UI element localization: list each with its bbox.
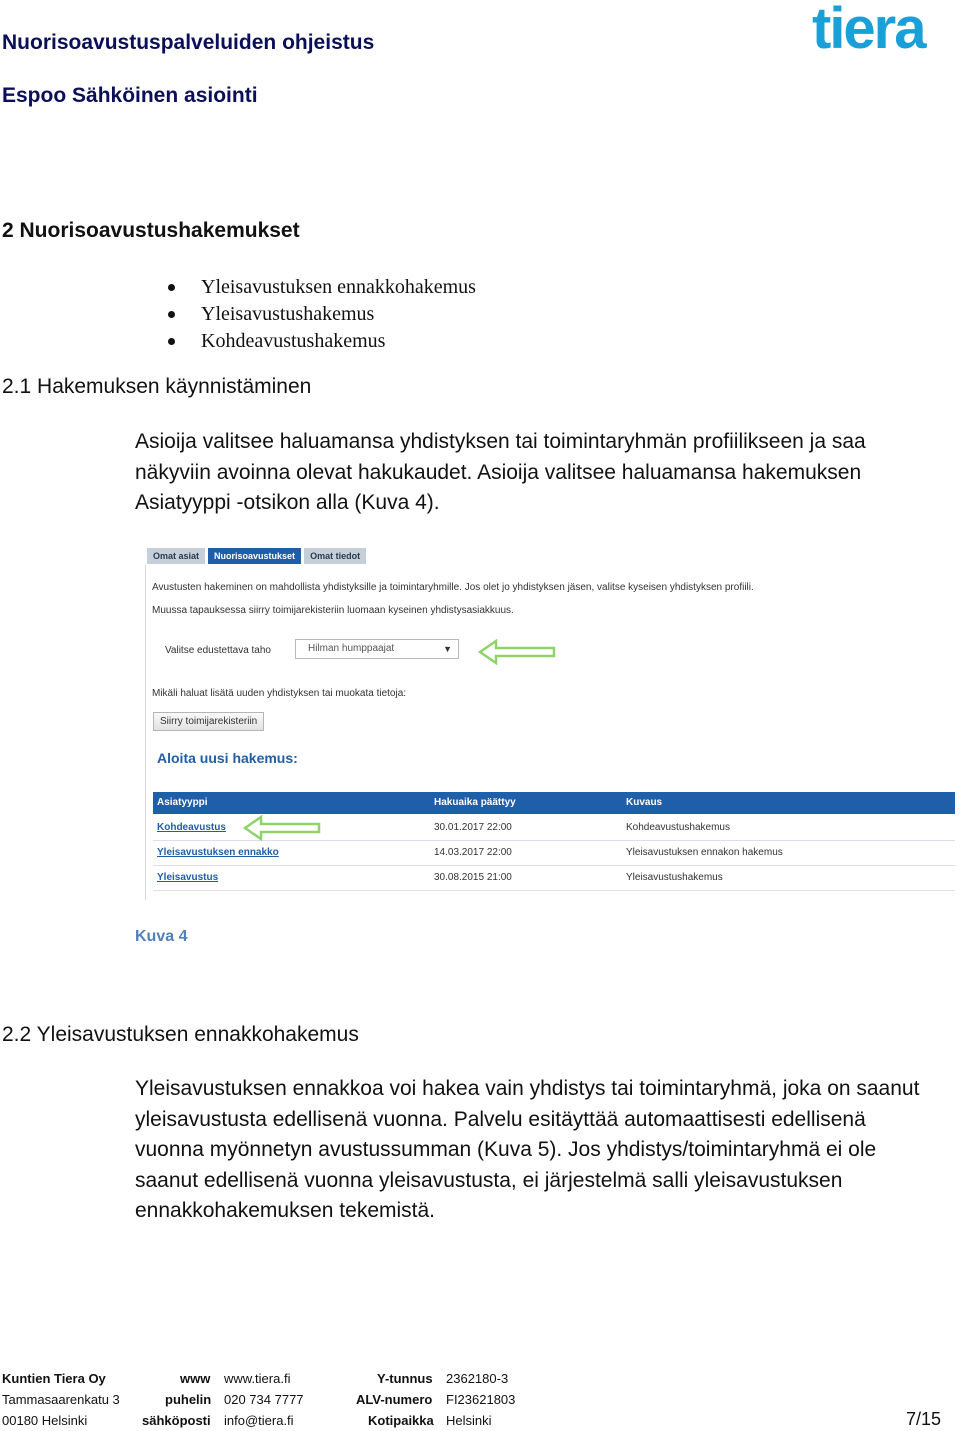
tiera-logo: tiera <box>812 0 925 61</box>
footer-postal: 00180 Helsinki <box>2 1413 88 1428</box>
section-2-heading: 2 Nuorisoavustushakemukset <box>2 219 300 242</box>
tab-nuorisoavustukset[interactable]: Nuorisoavustukset <box>208 548 301 564</box>
list-item: Yleisavustuksen ennakkohakemus <box>165 274 476 301</box>
footer-alv-label: ALV-numero <box>356 1392 433 1407</box>
organization-select[interactable] <box>295 639 459 659</box>
list-item: Yleisavustushakemus <box>165 301 476 328</box>
page-number: 7/15 <box>906 1409 942 1429</box>
select-label: Valitse edustettava taho <box>165 645 271 656</box>
footer-street: Tammasaarenkatu 3 <box>2 1392 120 1407</box>
tab-omat-asiat[interactable]: Omat asiat <box>147 548 205 564</box>
footer-ytunnus-label: Y-tunnus <box>377 1371 433 1386</box>
footer-www-value[interactable]: www.tiera.fi <box>224 1371 291 1386</box>
footer-kotipaikka-value: Helsinki <box>446 1413 492 1428</box>
column-header: Kuvaus <box>626 797 663 808</box>
info-text-2: Muussa tapauksessa siirry toimijarekisteriin luomaan kyseinen yhdistysasiakkuus. <box>152 605 514 616</box>
figure-caption: Kuva 4 <box>135 928 188 945</box>
section-2-2-heading: 2.2 Yleisavustuksen ennakkohakemus <box>2 1023 359 1046</box>
section-2-1-heading: 2.1 Hakemuksen käynnistäminen <box>2 375 312 398</box>
table-row <box>153 841 955 866</box>
select-value: Hilman humppaajat <box>308 643 395 654</box>
application-type-list <box>165 274 476 355</box>
section-2-2-paragraph: Yleisavustuksen ennakkoa voi hakea vain yhdistys tai toimintaryhmä, joka on saanut yleisavustusta edellisenä vuonna. Palvelu esitäyttää automaattisesti edellisenä vuonna myönnetyn avustussumman (Kuva 5). Jos yhdistys/toimintaryhmä ei ole saanut edellisenä vuonna yleisavustusta, ei järjestelmä salli yleisavustuksen ennakkohakemuksen tekemistä. <box>135 1077 920 1222</box>
footer-alv-value: FI23621803 <box>446 1392 516 1407</box>
description-cell: Kohdeavustushakemus <box>626 822 730 833</box>
register-button[interactable]: Siirry toimijarekisteriin <box>153 712 264 731</box>
tab-bar <box>147 548 366 564</box>
deadline-cell: 30.01.2017 22:00 <box>434 822 512 833</box>
arrow-left-icon <box>243 815 323 841</box>
column-header: Hakuaika päättyy <box>434 797 516 808</box>
divider <box>145 565 146 900</box>
tab-omat-tiedot[interactable]: Omat tiedot <box>304 548 366 564</box>
section-2-1-paragraph: Asioija valitsee haluamansa yhdistyksen tai toimintaryhmän profiilikseen ja saa näkyviin avoinna olevat hakukaudet. Asioija valitsee haluamansa hakemuksen Asiatyyppi -otsikon alla (Kuva 4). <box>135 430 866 514</box>
deadline-cell: 30.08.2015 21:00 <box>434 872 512 883</box>
column-header: Asiatyyppi <box>157 797 208 808</box>
footer-phone-value: 020 734 7777 <box>224 1392 304 1407</box>
document-title: Nuorisoavustuspalveluiden ohjeistus <box>2 31 375 54</box>
arrow-left-icon <box>478 639 558 665</box>
description-cell: Yleisavustuksen ennakon hakemus <box>626 847 783 858</box>
application-link[interactable]: Yleisavustuksen ennakko <box>157 847 279 858</box>
footer-www-label: www <box>180 1371 211 1386</box>
deadline-cell: 14.03.2017 22:00 <box>434 847 512 858</box>
add-info-text: Mikäli haluat lisätä uuden yhdistyksen tai muokata tietoja: <box>152 688 407 699</box>
application-link[interactable]: Kohdeavustus <box>157 822 226 833</box>
footer-company: Kuntien Tiera Oy <box>2 1371 106 1386</box>
list-item: Kohdeavustushakemus <box>165 328 476 355</box>
table-row <box>153 866 955 891</box>
new-application-title: Aloita uusi hakemus: <box>157 750 298 766</box>
info-text-1: Avustusten hakeminen on mahdollista yhdistyksille ja toimintaryhmille. Jos olet jo yhdistyksen jäsen, valitse kyseisen yhdistyksen profiili. <box>152 582 754 593</box>
footer-kotipaikka-label: Kotipaikka <box>368 1413 434 1428</box>
footer-ytunnus-value: 2362180-3 <box>446 1371 509 1386</box>
footer-email-value[interactable]: info@tiera.fi <box>224 1413 294 1428</box>
footer-email-label: sähköposti <box>142 1413 211 1428</box>
table-header <box>153 792 955 814</box>
chevron-down-icon: ▼ <box>443 644 452 654</box>
screenshot-figure <box>145 545 955 900</box>
application-link[interactable]: Yleisavustus <box>157 872 219 883</box>
description-cell: Yleisavustushakemus <box>626 872 723 883</box>
document-subtitle: Espoo Sähköinen asiointi <box>2 84 258 107</box>
footer-phone-label: puhelin <box>165 1392 212 1407</box>
